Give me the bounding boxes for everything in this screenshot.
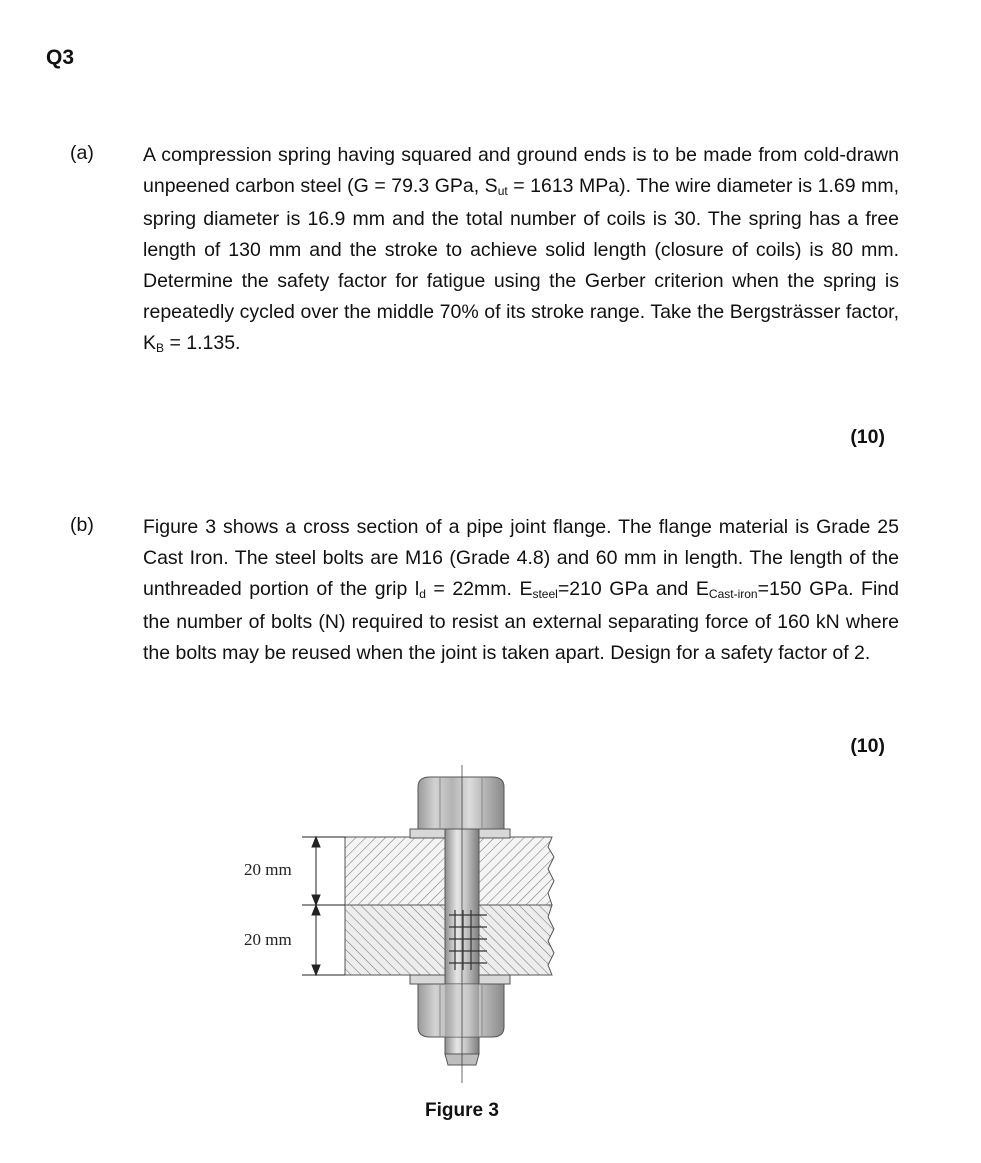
part-b-sub-d: d xyxy=(419,587,426,601)
bolt-head xyxy=(418,777,504,829)
part-a-text-2: = 1613 MPa). The wire diameter is 1.69 mm, spring diameter is 16.9 mm and the total number of coils is 30. The spring has a free length of 130 mm and the stroke to achieve solid length (closure of coils) is 80 mm. Determine the safety factor for fatigue using the Gerber criterion when the spring is repeatedly cycled over the middle 70% of its stroke range. Take the Bergsträsser factor, K xyxy=(143,175,899,354)
dimension-label-bottom: 20 mm xyxy=(244,930,292,949)
part-b-text xyxy=(143,512,899,669)
part-b-text-3: =210 GPa and E xyxy=(557,578,709,600)
part-b-text-4: =150 GPa. Find the number of bolts (N) required to resist an external separating force of 160 kN where the bolts may be reused when the joint is taken apart. Design for a safety factor of 2. xyxy=(143,578,899,664)
part-a-marks: (10) xyxy=(850,426,885,448)
part-a-sub-b: B xyxy=(156,341,165,355)
dimension-lines xyxy=(302,837,345,975)
part-b-sub-cast-iron: Cast-iron xyxy=(708,587,758,601)
part-a-sub-ut: ut xyxy=(497,184,508,198)
bolted-joint-drawing xyxy=(230,765,570,1085)
part-b-label: (b) xyxy=(70,514,94,536)
question-number: Q3 xyxy=(46,46,75,69)
figure-3 xyxy=(230,765,570,1085)
figure-caption: Figure 3 xyxy=(425,1100,499,1121)
dimension-label-top: 20 mm xyxy=(244,860,292,879)
part-a-text-3: = 1.135. xyxy=(164,332,241,354)
part-a-text xyxy=(143,140,899,361)
part-b-text-2: = 22mm. E xyxy=(425,578,533,600)
part-a-text-1: A compression spring having squared and ground ends is to be made from cold-drawn unpeened carbon steel (G = 79.3 GPa, S xyxy=(143,144,899,197)
part-a-label: (a) xyxy=(70,142,94,164)
part-b-sub-steel: steel xyxy=(532,587,558,601)
part-b-text-1: Figure 3 shows a cross section of a pipe joint flange. The flange material is Grade 25 Cast Iron. The steel bolts are M16 (Grade 4.8) and 60 mm in length. The length of the unthreaded portion of the grip l xyxy=(143,516,899,600)
part-b-marks: (10) xyxy=(850,735,885,757)
